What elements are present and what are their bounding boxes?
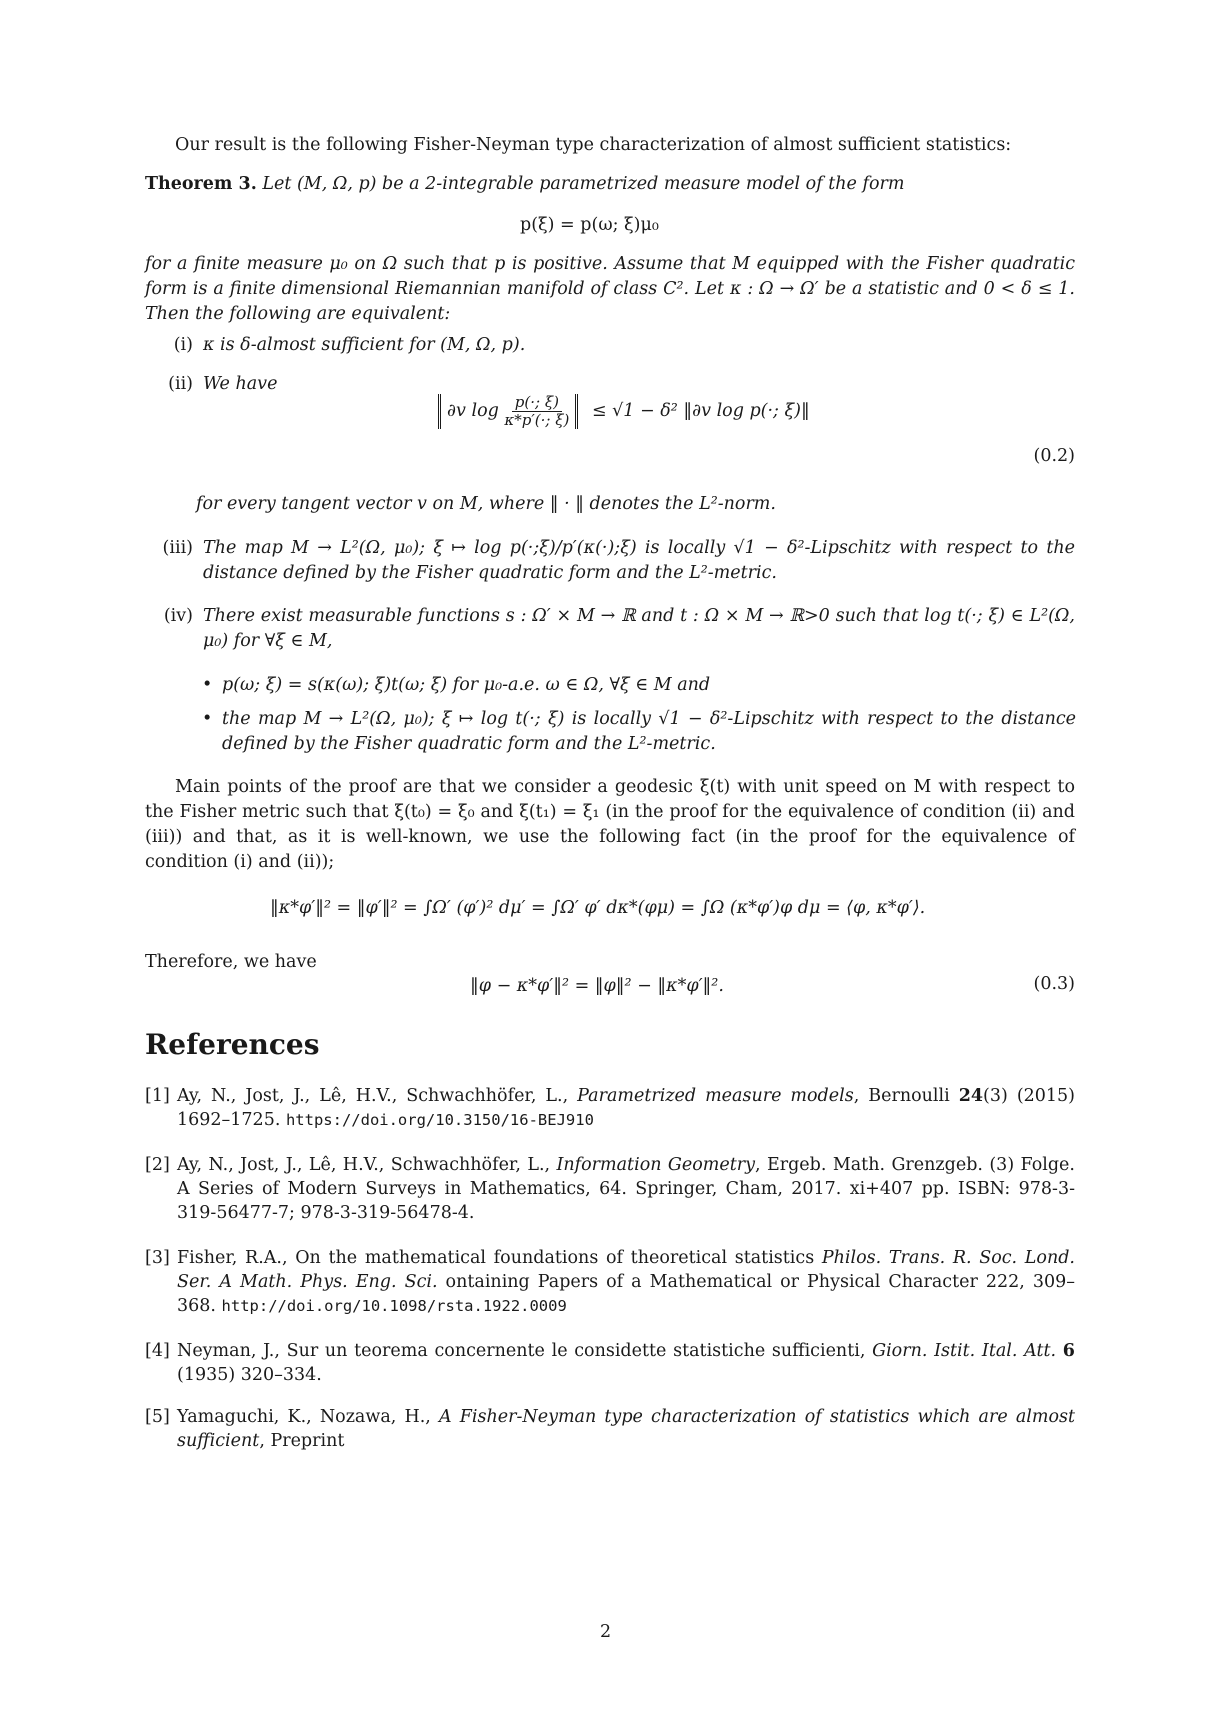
item-label: (ii) (168, 374, 193, 394)
item-text: We have (203, 374, 278, 394)
reference-rest: , Ergeb. Math. Grenzgeb. (3) Folge. A Series of Modern Surveys in Mathematics, 64. Springer, Cham, 2017. xi+407 pp. ISBN: 978-3-319-56477-7; 978-3-319-56478-4. (177, 1155, 1075, 1223)
eq02-numerator: p(·; ξ) (512, 394, 562, 412)
eq02-lhs-pre: ∂v log (447, 401, 499, 421)
bullet-dot: • (202, 675, 213, 695)
equation-0-2 (438, 394, 810, 429)
reference-item (145, 1084, 1075, 1132)
item-label: (iii) (162, 538, 193, 558)
equation-number-0-3: (0.3) (1033, 974, 1075, 994)
theorem-item-iii (145, 536, 1075, 586)
reference-body (177, 1084, 1075, 1132)
reference-authors: Ay, N., Jost, J., Lê, H.V., Schwachhöfer, L., (177, 1155, 557, 1175)
equation-number-0-2: (0.2) (1033, 446, 1075, 466)
reference-volume: 6 (1062, 1341, 1075, 1361)
eq02-denominator: κ*p′(·; ξ) (504, 411, 570, 429)
norm-bars (438, 394, 578, 429)
bullet-text: the map M → L²(Ω, μ₀); ξ ↦ log t(·; ξ) is locally √1 − δ²-Lipschitz with respect to the distance defined by the Fisher quadratic form and the L²-metric. (222, 709, 1076, 754)
reference-rest2: (3) (2015) 1692–1725. (177, 1086, 1076, 1130)
item-ii-after: for every tangent vector v on M, where ‖ · ‖ denotes the L²-norm. (196, 494, 776, 514)
theorem-statement (145, 172, 1075, 197)
reference-url[interactable]: http://doi.org/10.1098/rsta.1922.0009 (221, 1297, 567, 1315)
bullet-text: p(ω; ξ) = s(κ(ω); ξ)t(ω; ξ) for μ₀-a.e. ω ∈ Ω, ∀ξ ∈ M and (222, 675, 711, 695)
intro-paragraph: Our result is the following Fisher-Neyman type characterization of almost sufficient statistics: (175, 135, 1012, 155)
bullet-dot: • (202, 709, 213, 729)
item-text: There exist measurable functions s : Ω′ × M → ℝ and t : Ω × M → ℝ>0 such that log t(·; ξ) ∈ L²(Ω, μ₀) for ∀ξ ∈ M, (203, 606, 1075, 651)
reference-number: [5] (145, 1407, 170, 1427)
reference-authors: Fisher, R.A., On the mathematical foundations of theoretical statistics (177, 1248, 822, 1268)
reference-title: Philos. Trans. R. Soc. Lond. Ser. A Math. Phys. Eng. Sci. (177, 1248, 1075, 1292)
reference-body (177, 1153, 1075, 1225)
reference-item (145, 1246, 1075, 1318)
reference-number: [2] (145, 1155, 170, 1175)
reference-body (177, 1246, 1075, 1318)
proof-paragraph: Main points of the proof are that we consider a geodesic ξ(t) with unit speed on M with respect to the Fisher metric such that ξ(t₀) = ξ₀ and ξ(t₁) = ξ₁ (in the proof for the equivalence of condition (ii) and (iii)) and that, as it is well-known, we use the following fact (in the proof for the equivalence of condition (i) and (ii)); (145, 777, 1075, 872)
reference-rest (1056, 1341, 1063, 1361)
theorem-label: Theorem 3. (145, 174, 257, 194)
item-text: κ is δ-almost sufficient for (M, Ω, p). (203, 335, 526, 355)
item-label: (i) (173, 335, 193, 355)
theorem-item-iv (145, 604, 1075, 654)
item-label: (iv) (163, 606, 193, 626)
equation-0-3: ‖φ − κ*φ′‖² = ‖φ‖² − ‖κ*φ′‖². (470, 976, 724, 996)
reference-rest: ontaining Papers of a Mathematical or Physical Character 222, 309–368. (177, 1272, 1075, 1316)
reference-item (145, 1405, 1075, 1453)
eq02-fraction (504, 394, 569, 429)
reference-volume: 24 (958, 1086, 984, 1106)
reference-number: [4] (145, 1341, 170, 1361)
bullet-item (202, 707, 1076, 757)
reference-authors: Neyman, J., Sur un teorema concernente le considette statistiche sufficienti, (177, 1341, 873, 1361)
theorem-main-formula: p(ξ) = p(ω; ξ)μ₀ (520, 215, 659, 235)
reference-title: Giorn. Istit. Ital. Att. (872, 1341, 1057, 1361)
bullet-item (202, 673, 1076, 698)
reference-authors: Ay, N., Jost, J., Lê, H.V., Schwachhöfer, L., (177, 1086, 578, 1106)
references-heading: References (145, 1028, 320, 1061)
reference-rest: , Preprint (259, 1431, 345, 1451)
reference-rest: , Bernoulli (853, 1086, 959, 1106)
page-number: 2 (600, 1622, 612, 1642)
reference-item (145, 1339, 1075, 1387)
reference-number: [1] (145, 1086, 170, 1106)
eq02-rhs: ≤ √1 − δ² ‖∂v log p(·; ξ)‖ (591, 401, 810, 421)
theorem-statement-1: Let (M, Ω, p) be a 2-integrable parametrized measure model of the form (262, 174, 905, 194)
reference-title: Information Geometry (556, 1155, 755, 1175)
theorem-statement-2: for a finite measure μ₀ on Ω such that p is positive. Assume that M equipped with the Fisher quadratic form is a finite dimensional Riemannian manifold of class C². Let κ : Ω → Ω′ be a statistic and 0 < δ ≤ 1. Then the following are equivalent: (145, 254, 1075, 324)
reference-title: A Fisher-Neyman type characterization of statistics which are almost sufficient (177, 1407, 1075, 1451)
reference-body (177, 1405, 1075, 1453)
reference-body (177, 1339, 1075, 1387)
reference-item (145, 1153, 1075, 1225)
reference-number: [3] (145, 1248, 170, 1268)
therefore-text: Therefore, we have (145, 952, 317, 972)
reference-authors: Yamaguchi, K., Nozawa, H., (177, 1407, 439, 1427)
reference-title: Parametrized measure models (577, 1086, 854, 1106)
equation-fact: ‖κ*φ′‖² = ‖φ′‖² = ∫Ω′ (φ′)² dμ′ = ∫Ω′ φ′ dκ*(φμ) = ∫Ω (κ*φ′)φ dμ = ⟨φ, κ*φ′⟩. (270, 898, 926, 918)
item-text: The map M → L²(Ω, μ₀); ξ ↦ log p(·;ξ)/p′(κ(·);ξ) is locally √1 − δ²-Lipschitz with respect to the distance defined by the Fisher quadratic form and the L²-metric. (203, 538, 1075, 583)
theorem-item-i (145, 333, 1075, 358)
reference-url[interactable]: https://doi.org/10.3150/16-BEJ910 (285, 1111, 594, 1129)
reference-rest2: (1935) 320–334. (177, 1365, 322, 1385)
